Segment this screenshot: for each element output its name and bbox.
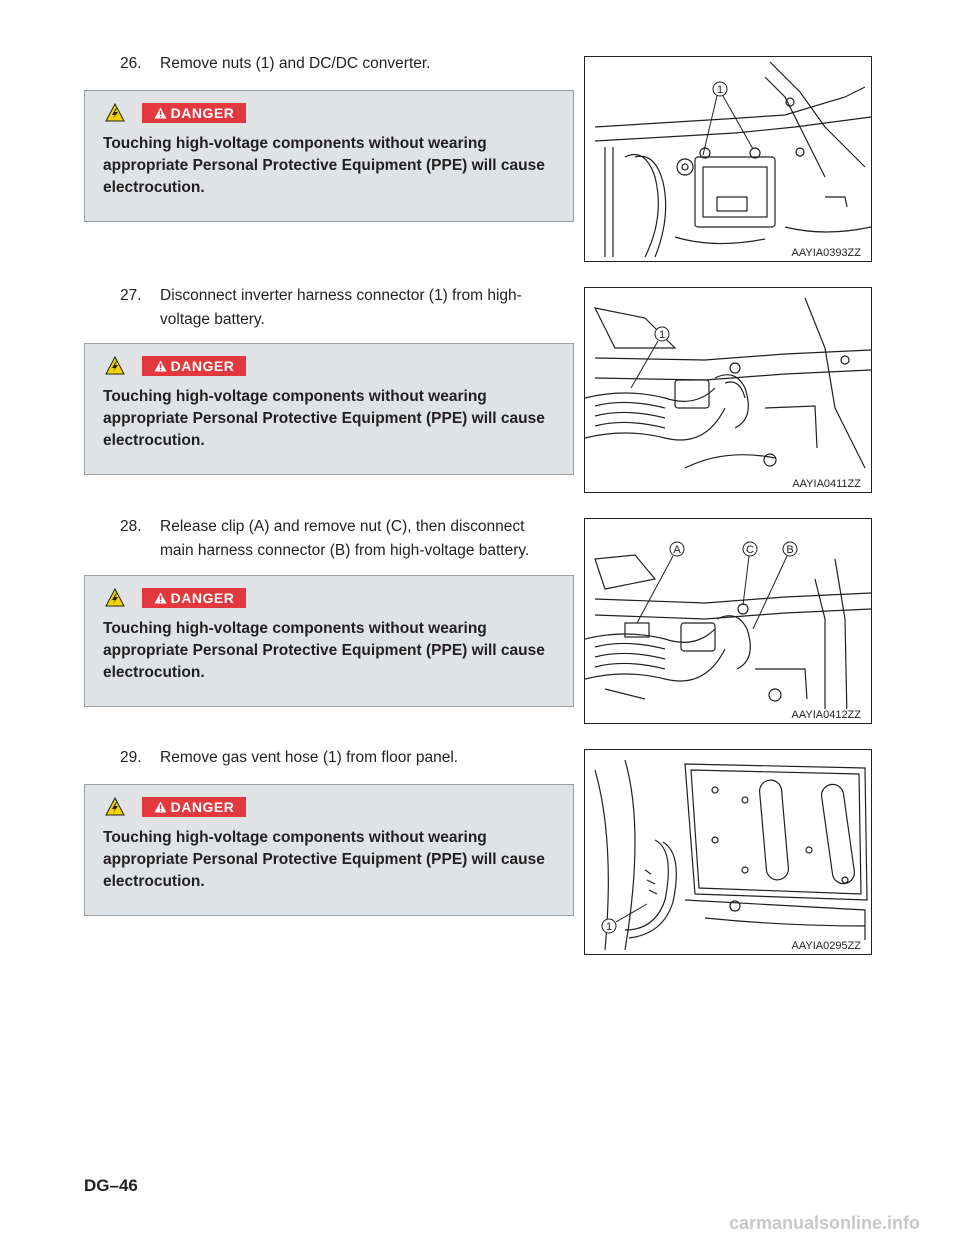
figure-illustration	[585, 288, 871, 492]
figure-code: AAYIA0295ZZ	[791, 940, 861, 952]
step-text: Remove nuts (1) and DC/DC converter.	[160, 55, 431, 72]
danger-label: DANGER	[170, 799, 235, 815]
step-number: 29.	[120, 749, 142, 766]
callout-label: 1	[658, 329, 666, 341]
figure-gas-vent-hose	[584, 749, 872, 955]
high-voltage-warning-icon	[105, 356, 125, 376]
danger-badge	[142, 356, 246, 376]
figure-code: AAYIA0411ZZ	[792, 478, 861, 490]
watermark: carmanualsonline.info	[728, 1213, 920, 1233]
danger-message: Touching high-voltage components without wearing appropriate Personal Protective Equipment (PPE) will cause electrocution.	[103, 620, 545, 681]
step-text: Disconnect inverter harness connector (1) from high-voltage battery.	[160, 287, 522, 328]
high-voltage-warning-icon	[105, 797, 125, 817]
high-voltage-warning-icon	[105, 588, 125, 608]
callout-label: B	[786, 544, 794, 556]
figure-dcdc-converter	[584, 56, 872, 262]
step-text: Remove gas vent hose (1) from floor panel.	[160, 749, 459, 766]
callout-label: 1	[605, 921, 613, 933]
danger-badge	[142, 588, 246, 608]
figure-illustration	[585, 57, 871, 261]
danger-message: Touching high-voltage components without wearing appropriate Personal Protective Equipment (PPE) will cause electrocution.	[103, 829, 545, 890]
callout-label: 1	[716, 84, 724, 96]
danger-badge	[142, 103, 246, 123]
alert-triangle-icon	[154, 801, 167, 813]
danger-message: Touching high-voltage components without wearing appropriate Personal Protective Equipment (PPE) will cause electrocution.	[103, 388, 545, 449]
figure-code: AAYIA0393ZZ	[791, 247, 861, 259]
figure-illustration	[585, 519, 871, 723]
figure-code: AAYIA0412ZZ	[791, 709, 861, 721]
figure-main-harness	[584, 518, 872, 724]
danger-message: Touching high-voltage components without wearing appropriate Personal Protective Equipment (PPE) will cause electrocution.	[103, 135, 545, 196]
danger-box-26	[84, 90, 574, 222]
alert-triangle-icon	[154, 360, 167, 372]
danger-box-28	[84, 575, 574, 707]
step-number: 26.	[120, 55, 142, 72]
alert-triangle-icon	[154, 107, 167, 119]
alert-triangle-icon	[154, 592, 167, 604]
figure-illustration	[585, 750, 871, 954]
danger-box-29	[84, 784, 574, 916]
step-29	[120, 746, 560, 770]
danger-badge	[142, 797, 246, 817]
figure-inverter-harness	[584, 287, 872, 493]
danger-label: DANGER	[170, 358, 235, 374]
step-27	[120, 284, 560, 332]
danger-box-27	[84, 343, 574, 475]
step-number: 28.	[120, 518, 142, 535]
step-number: 27.	[120, 287, 142, 304]
danger-label: DANGER	[170, 105, 235, 121]
page-number: DG–46	[84, 1176, 138, 1195]
danger-label: DANGER	[170, 590, 235, 606]
high-voltage-warning-icon	[105, 103, 125, 123]
step-26	[120, 52, 560, 76]
callout-label: A	[673, 544, 681, 556]
step-28	[120, 515, 560, 563]
callout-label: C	[746, 544, 754, 556]
step-text: Release clip (A) and remove nut (C), then disconnect main harness connector (B) from high-voltage battery.	[160, 518, 530, 559]
